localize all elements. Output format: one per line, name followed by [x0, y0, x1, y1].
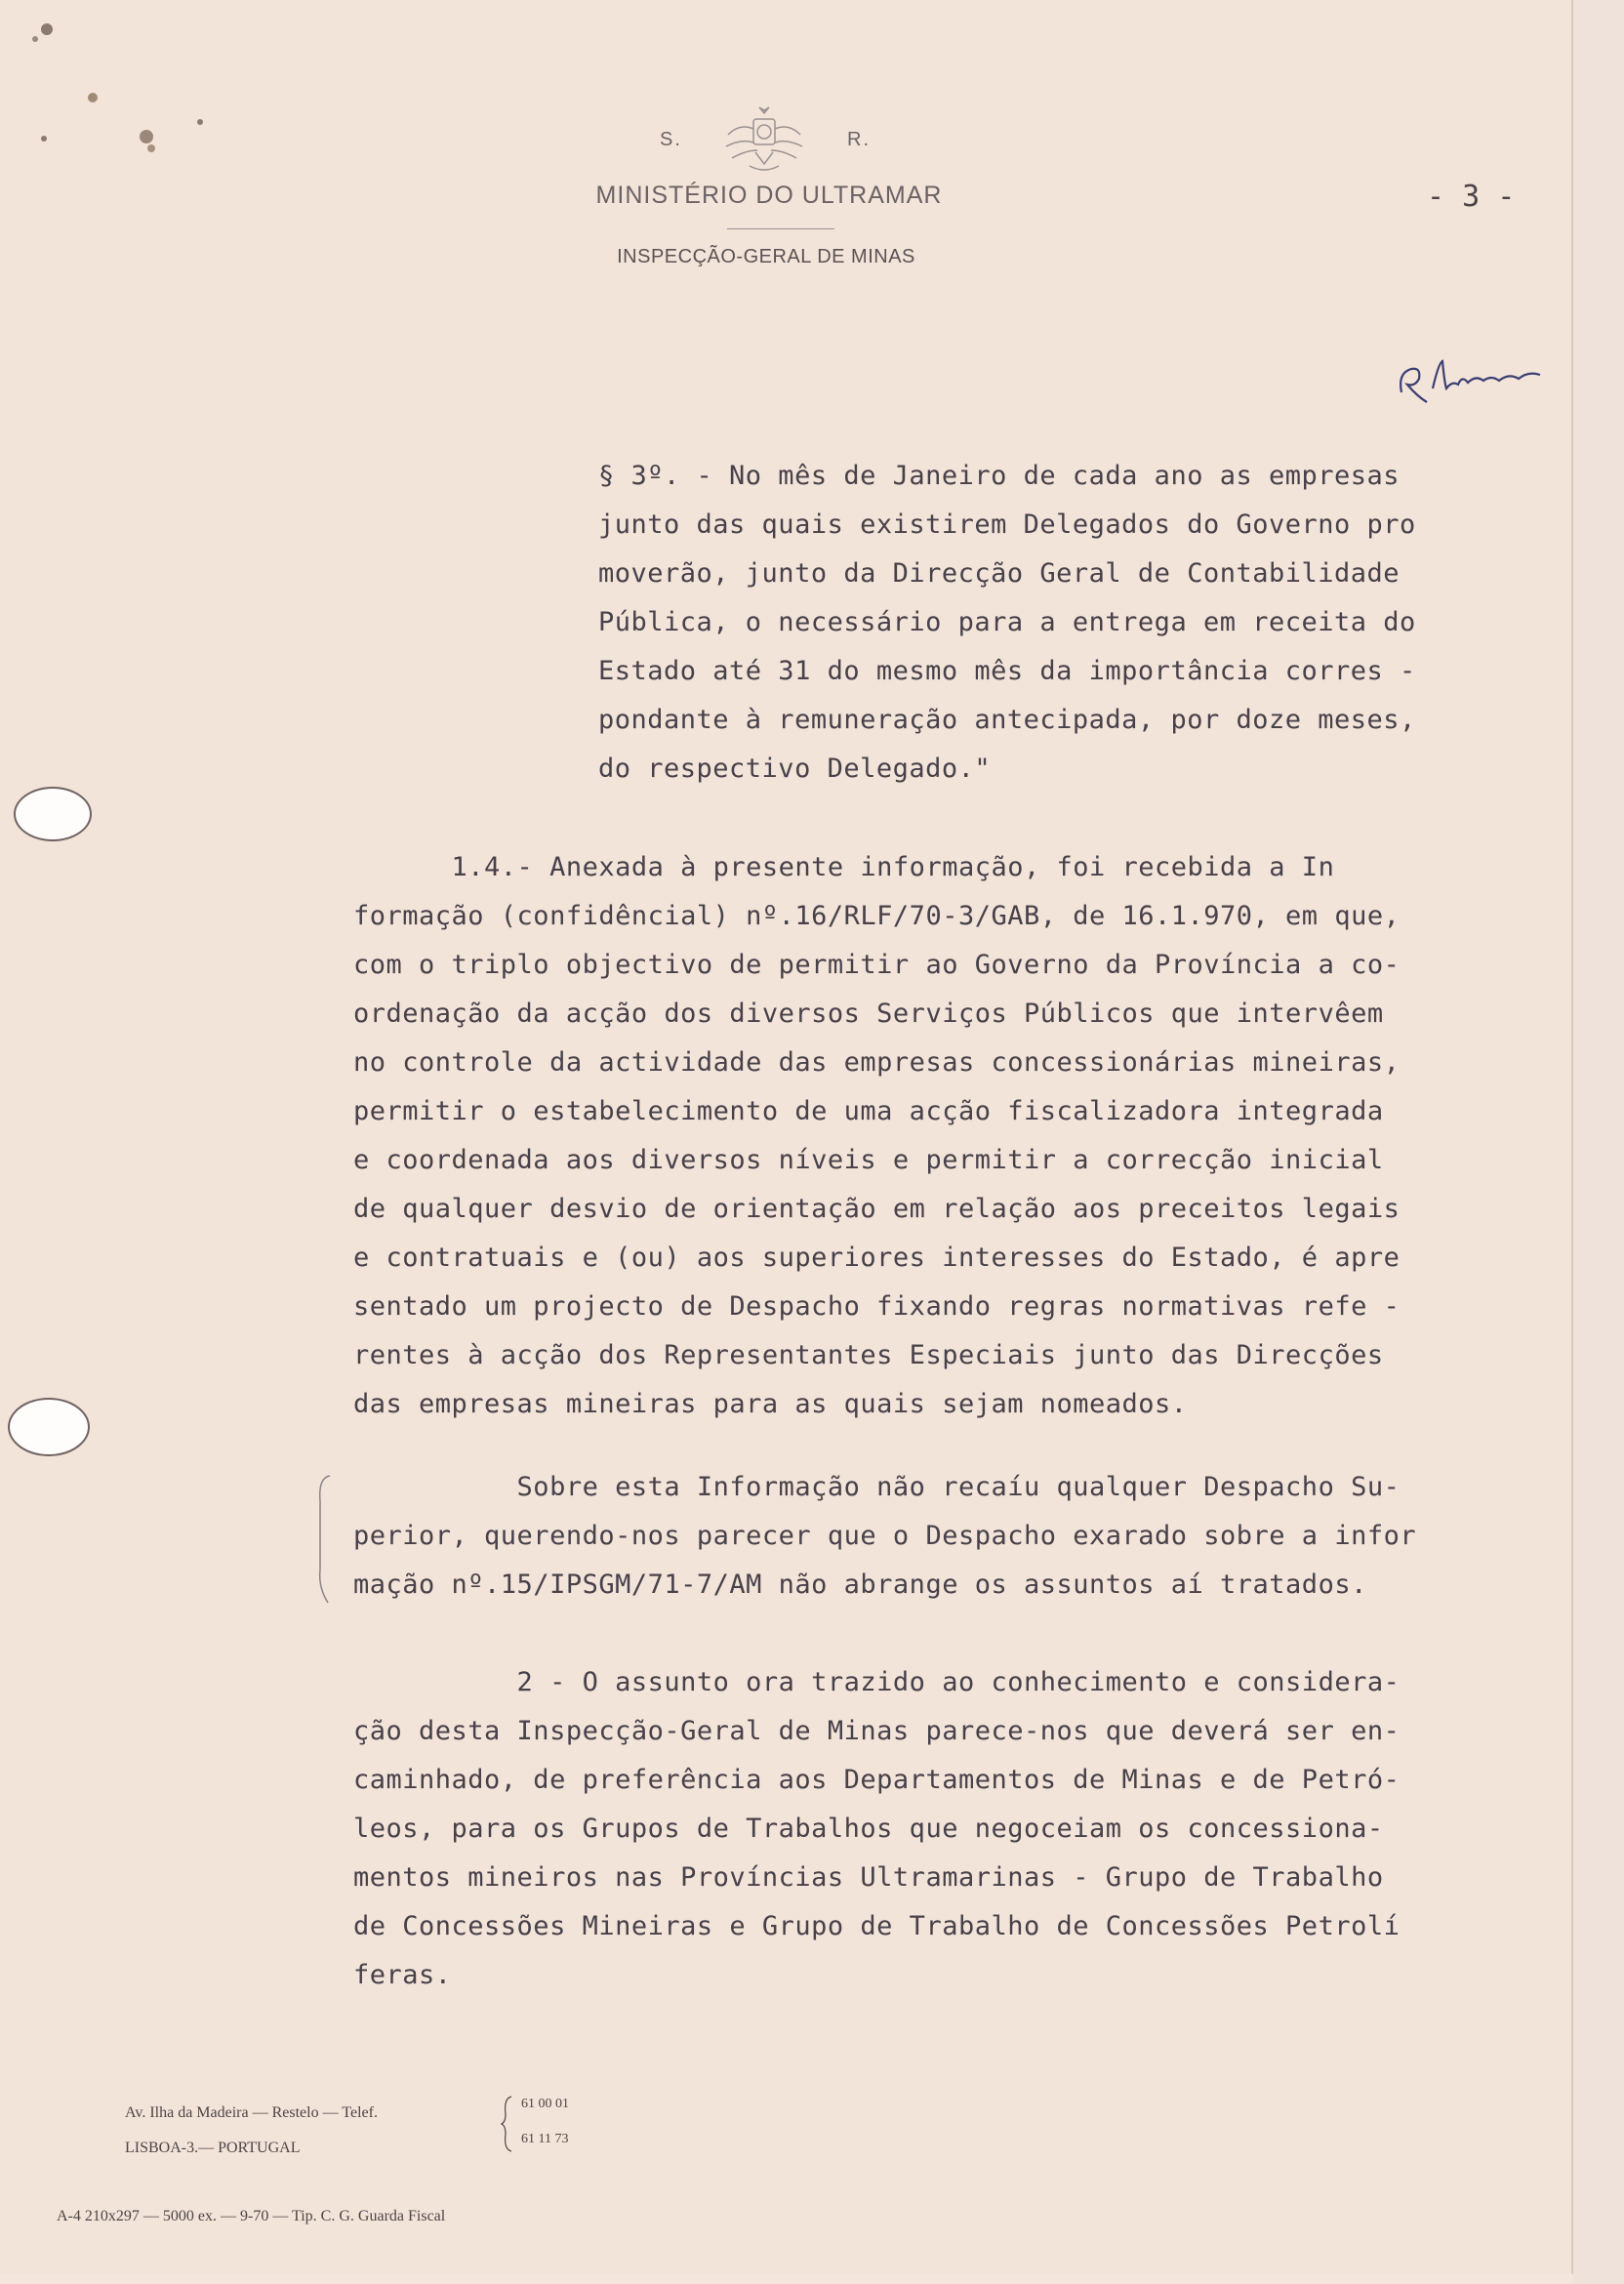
- text-line: caminhado, de preferência aos Departamentos de Minas e de Petró-: [353, 1765, 1401, 1795]
- text-line: ção desta Inspecção-Geral de Minas parece-nos que deverá ser en-: [353, 1716, 1401, 1746]
- footer-phone-1: 61 00 01: [521, 2097, 569, 2111]
- text-line: ordenação da acção dos diversos Serviços Públicos que intervêem: [353, 999, 1384, 1029]
- footer-phone-2: 61 11 73: [521, 2132, 569, 2146]
- text-line: do respectivo Delegado.": [598, 754, 992, 784]
- letterhead-left-initial: S.: [660, 129, 682, 150]
- text-line: feras.: [353, 1960, 452, 1990]
- text-line: Pública, o necessário para a entrega em receita do: [598, 607, 1416, 637]
- punch-hole: [8, 1398, 90, 1456]
- text-line: rentes à acção dos Representantes Especiais junto das Direcções: [353, 1340, 1384, 1370]
- text-line: moverão, junto da Direcção Geral de Contabilidade: [598, 558, 1401, 589]
- text-line: leos, para os Grupos de Trabalhos que negoceiam os concessiona-: [353, 1814, 1384, 1844]
- text-line: de qualquer desvio de orientação em relação aos preceitos legais: [353, 1194, 1401, 1224]
- punch-hole: [14, 787, 92, 841]
- page-edge: [1573, 0, 1624, 2284]
- text-line: junto das quais existirem Delegados do Governo pro: [598, 510, 1416, 540]
- ministry-name: MINISTÉRIO DO ULTRAMAR: [595, 182, 943, 209]
- coat-of-arms-icon: [720, 105, 808, 180]
- text-line: pondante à remuneração antecipada, por doze meses,: [598, 705, 1416, 735]
- text-line: Estado até 31 do mesmo mês da importância corres -: [598, 656, 1416, 686]
- text-line: perior, querendo-nos parecer que o Despacho exarado sobre a infor: [353, 1521, 1417, 1551]
- text-line: permitir o estabelecimento de uma acção fiscalizadora integrada: [353, 1096, 1384, 1126]
- page-number: - 3 -: [1427, 180, 1516, 214]
- department-name: INSPECÇÃO-GERAL DE MINAS: [617, 246, 915, 267]
- text-line: Sobre esta Informação não recaíu qualquer Despacho Su-: [353, 1472, 1401, 1502]
- text-line: sentado um projecto de Despacho fixando regras normativas refe -: [353, 1291, 1401, 1322]
- footer-address: Av. Ilha da Madeira — Restelo — Telef.: [125, 2104, 378, 2121]
- pencil-bracket-mark: [310, 1472, 332, 1607]
- text-line: no controle da actividade das empresas concessionárias mineiras,: [353, 1047, 1401, 1078]
- text-line: de Concessões Mineiras e Grupo de Trabalho de Concessões Petrolí: [353, 1911, 1401, 1941]
- footer-print-info: A-4 210x297 — 5000 ex. — 9-70 — Tip. C. G. Guarda Fiscal: [57, 2208, 446, 2224]
- text-line: formação (confidêncial) nº.16/RLF/70-3/GAB, de 16.1.970, em que,: [353, 901, 1401, 931]
- text-line: mentos mineiros nas Províncias Ultramarinas - Grupo de Trabalho: [353, 1862, 1384, 1893]
- ink-stains: [0, 0, 234, 195]
- text-line: § 3º. - No mês de Janeiro de cada ano as empresas: [598, 461, 1401, 491]
- text-line: e coordenada aos diversos níveis e permitir a correcção inicial: [353, 1145, 1384, 1175]
- handwritten-initials: [1394, 353, 1560, 408]
- letterhead-right-initial: R.: [847, 129, 871, 150]
- text-line: mação nº.15/IPSGM/71-7/AM não abrange os assuntos aí tratados.: [353, 1570, 1367, 1600]
- text-line: 2 - O assunto ora trazido ao conhecimento e considera-: [353, 1667, 1401, 1697]
- text-line: com o triplo objectivo de permitir ao Governo da Província a co-: [353, 950, 1401, 980]
- footer-brace: [500, 2095, 513, 2153]
- text-line: 1.4.- Anexada à presente informação, foi recebida a In: [353, 852, 1335, 882]
- text-line: das empresas mineiras para as quais sejam nomeados.: [353, 1389, 1188, 1419]
- footer-city: LISBOA-3.— PORTUGAL: [125, 2140, 301, 2156]
- letterhead-divider: [727, 228, 834, 229]
- text-line: e contratuais e (ou) aos superiores interesses do Estado, é apre: [353, 1243, 1401, 1273]
